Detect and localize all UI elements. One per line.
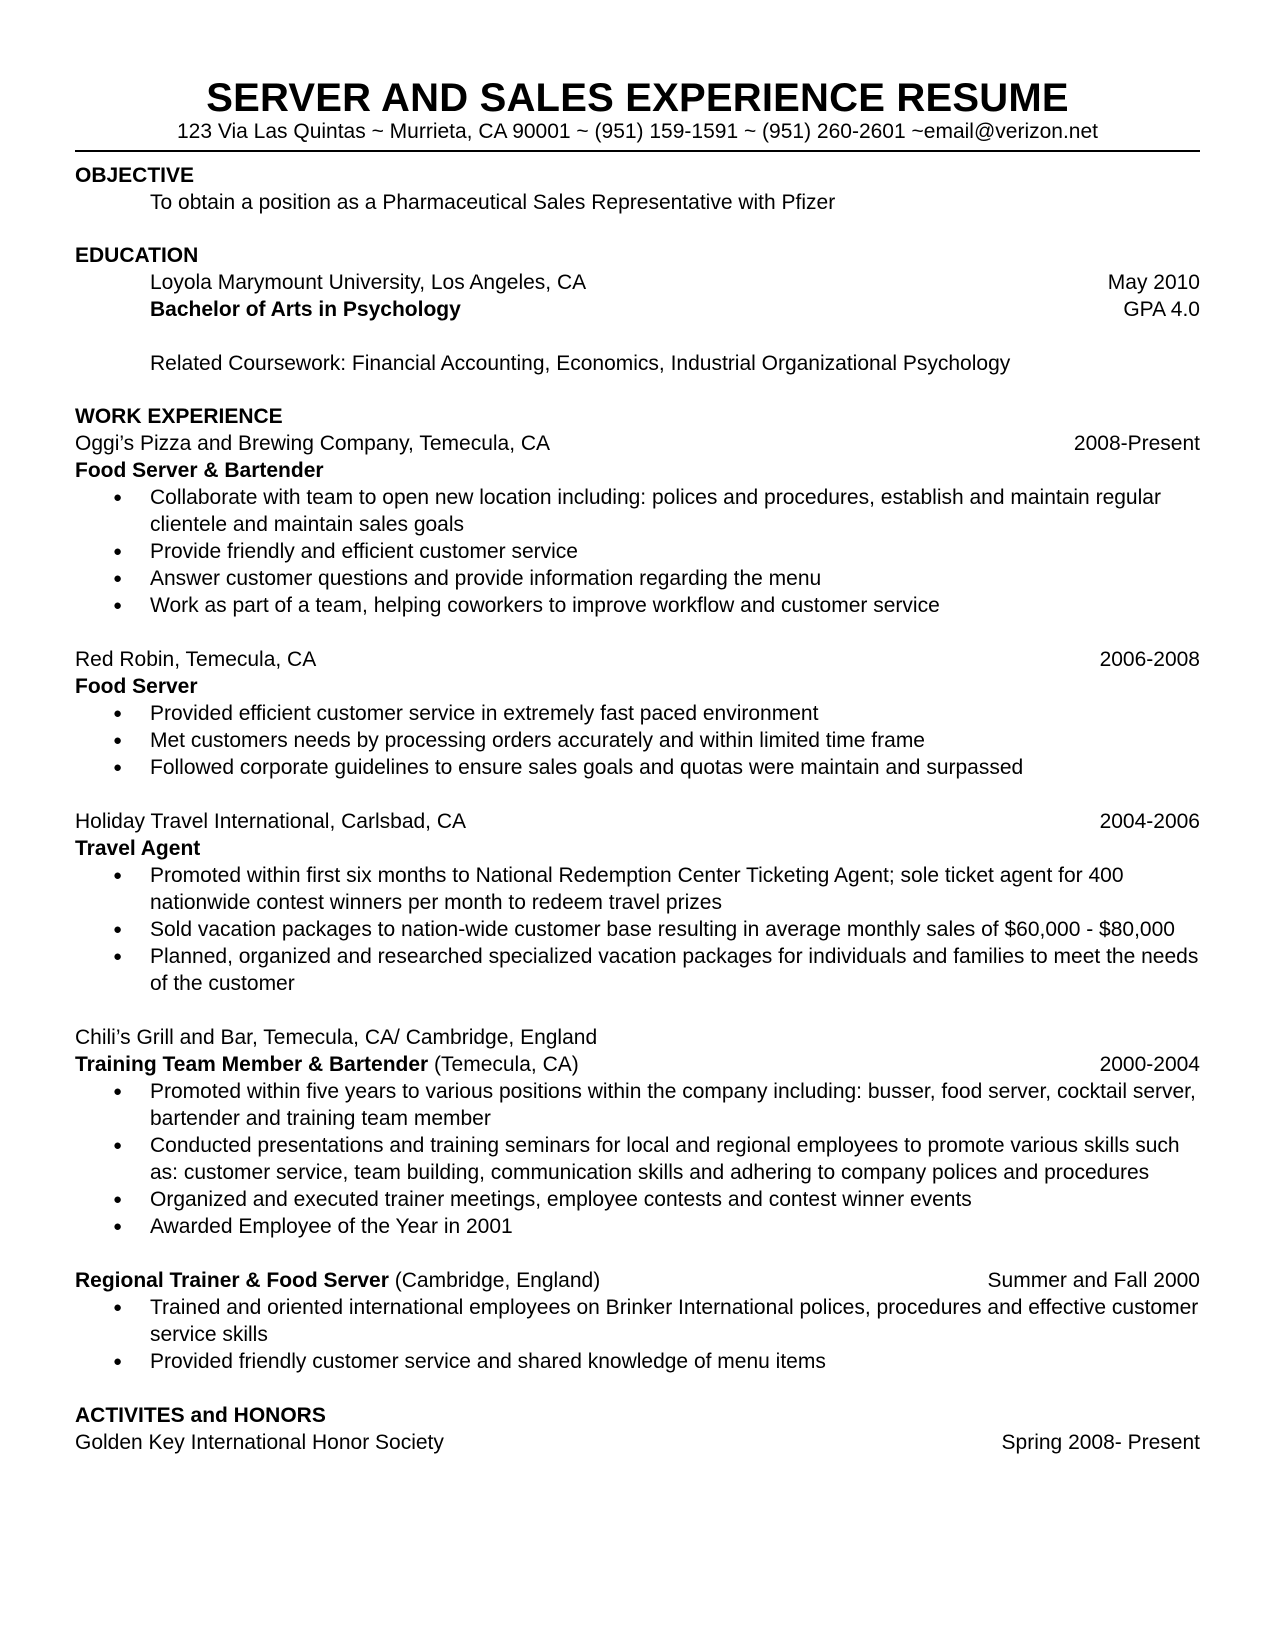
activity-row <box>75 1429 1200 1456</box>
bullet-item: ● Answer customer questions and provide information regarding the menu <box>113 567 822 590</box>
bullet-item: ● Provide friendly and efficient customer service <box>113 540 578 563</box>
job-dates: 2006-2008 <box>1099 648 1200 671</box>
education-degree: Bachelor of Arts in Psychology <box>150 298 461 321</box>
bullet-item: ● Met customers needs by processing orders accurately and within limited time frame <box>113 729 925 752</box>
job-location: (Cambridge, England) <box>388 1269 601 1292</box>
job-dates: Summer and Fall 2000 <box>987 1269 1200 1292</box>
job-title-row <box>75 835 1200 862</box>
education-school: Loyola Marymount University, Los Angeles, CA <box>150 271 587 294</box>
job-title: Travel Agent <box>75 837 201 860</box>
bullet-text: Sold vacation packages to nation-wide customer base resulting in average monthly sales of $60,000 - $80,000 <box>150 918 1175 941</box>
job-employer-row <box>75 430 1200 457</box>
bullet-text: Provided efficient customer service in extremely fast paced environment <box>150 702 819 725</box>
bullet-text: Provided friendly customer service and shared knowledge of menu items <box>150 1350 826 1373</box>
bullet-text: Organized and executed trainer meetings, employee contests and contest winner events <box>150 1188 972 1211</box>
job-bullet-list <box>75 1294 1200 1375</box>
education-degree-row <box>75 296 1200 323</box>
job-bullet-list <box>75 862 1200 997</box>
work-heading: WORK EXPERIENCE <box>75 405 283 428</box>
education-heading: EDUCATION <box>75 244 199 267</box>
bullet-item: ● Collaborate with team to open new location including: polices and procedures, establish and maintain regular clientele and maintain sales goals <box>113 486 1161 536</box>
job-title: Regional Trainer & Food Server <box>75 1269 389 1292</box>
job-title: Food Server <box>75 675 198 698</box>
bullet-text: Met customers needs by processing orders accurately and within limited time frame <box>150 729 925 752</box>
job-employer: Red Robin, Temecula, CA <box>75 648 317 671</box>
activity-name: Golden Key International Honor Society <box>75 1431 444 1454</box>
activities-heading: ACTIVITES and HONORS <box>75 1404 326 1427</box>
job-employer: Oggi’s Pizza and Brewing Company, Temecula, CA <box>75 432 551 455</box>
bullet-item: ● Awarded Employee of the Year in 2001 <box>113 1215 513 1238</box>
job-title-row <box>75 673 1200 700</box>
activity-dates: Spring 2008- Present <box>1001 1431 1200 1454</box>
bullet-item: ● Provided efficient customer service in extremely fast paced environment <box>113 702 819 725</box>
bullet-text: Awarded Employee of the Year in 2001 <box>150 1215 513 1238</box>
bullet-item: ● Conducted presentations and training seminars for local and regional employees to promote various skills such as: customer service, team building, communication skills and adhering to company polices and procedures <box>113 1134 1180 1184</box>
job-employer: Holiday Travel International, Carlsbad, CA <box>75 810 467 833</box>
bullet-item: ● Followed corporate guidelines to ensure sales goals and quotas were maintain and surpassed <box>113 756 1024 779</box>
contact-line: 123 Via Las Quintas ~ Murrieta, CA 90001 ~ (951) 159-1591 ~ (951) 260-2601 ~email@verizon.net <box>176 120 1098 143</box>
bullet-text: Provide friendly and efficient customer service <box>150 540 578 563</box>
job-title-row <box>75 1267 1200 1294</box>
bullet-item: ● Promoted within first six months to National Redemption Center Ticketing Agent; sole ticket agent for 400 nationwide contest winners per month to redeem travel prizes <box>113 864 1124 914</box>
job-dates: 2000-2004 <box>1099 1053 1200 1076</box>
job-employer-row <box>75 646 1200 673</box>
bullet-text: Trained and oriented international employees on Brinker International polices, procedures and effective customer service skills <box>150 1296 1199 1346</box>
objective-text-value: To obtain a position as a Pharmaceutical Sales Representative with Pfizer <box>150 191 836 214</box>
job-title-row <box>75 457 1200 484</box>
job-title-group <box>75 1051 579 1078</box>
job-title-row <box>75 1051 1200 1078</box>
bullet-item: ● Organized and executed trainer meetings, employee contests and contest winner events <box>113 1188 972 1211</box>
bullet-text: Planned, organized and researched specialized vacation packages for individuals and families to meet the needs of the customer <box>150 945 1199 995</box>
resume-title: SERVER AND SALES EXPERIENCE RESUME <box>206 76 1069 120</box>
job-title: Food Server & Bartender <box>75 459 324 482</box>
bullet-item: ● Promoted within five years to various positions within the company including: busser, food server, cocktail server, bartender and training team member <box>113 1080 1196 1130</box>
objective-text <box>75 189 1200 216</box>
bullet-text: Work as part of a team, helping coworkers to improve workflow and customer service <box>150 594 940 617</box>
bullet-text: Promoted within first six months to National Redemption Center Ticketing Agent; sole ticket agent for 400 nationwide contest winners per month to redeem travel prizes <box>150 864 1124 914</box>
job-employer-row <box>75 808 1200 835</box>
bullet-text: Promoted within five years to various positions within the company including: busser, food server, cocktail server, bartender and training team member <box>150 1080 1196 1130</box>
job-title-group <box>75 1267 600 1294</box>
bullet-item: ● Provided friendly customer service and shared knowledge of menu items <box>113 1350 826 1373</box>
bullet-text: Followed corporate guidelines to ensure sales goals and quotas were maintain and surpassed <box>150 756 1024 779</box>
job-employer: Chili’s Grill and Bar, Temecula, CA/ Cambridge, England <box>75 1026 598 1049</box>
bullet-item: ● Trained and oriented international employees on Brinker International polices, procedures and effective customer service skills <box>113 1296 1199 1346</box>
job-bullet-list <box>75 1078 1200 1240</box>
job-location: (Temecula, CA) <box>428 1053 579 1076</box>
education-gpa: GPA 4.0 <box>1123 298 1200 321</box>
education-coursework <box>75 350 1200 377</box>
bullet-text: Conducted presentations and training seminars for local and regional employees to promote various skills such as: customer service, team building, communication skills and adhering to company polices and procedures <box>150 1134 1180 1184</box>
education-coursework-text: Related Coursework: Financial Accounting, Economics, Industrial Organizational Psychology <box>150 352 1011 375</box>
objective-heading: OBJECTIVE <box>75 164 195 187</box>
job-employer-row <box>75 1024 1200 1051</box>
job-dates: 2004-2006 <box>1099 810 1200 833</box>
education-date: May 2010 <box>1107 271 1200 294</box>
bullet-item: ● Sold vacation packages to nation-wide customer base resulting in average monthly sales of $60,000 - $80,000 <box>113 918 1175 941</box>
bullet-text: Answer customer questions and provide information regarding the menu <box>150 567 822 590</box>
bullet-item: ● Work as part of a team, helping coworkers to improve workflow and customer service <box>113 594 940 617</box>
job-bullet-list <box>75 484 1200 619</box>
bullet-text: Collaborate with team to open new location including: polices and procedures, establish and maintain regular clientele and maintain sales goals <box>150 486 1161 536</box>
bullet-item: ● Planned, organized and researched specialized vacation packages for individuals and families to meet the needs of the customer <box>113 945 1199 995</box>
education-school-row <box>75 269 1200 296</box>
job-title: Training Team Member & Bartender <box>75 1053 429 1076</box>
job-dates: 2008-Present <box>1073 432 1200 455</box>
job-bullet-list <box>75 700 1200 781</box>
